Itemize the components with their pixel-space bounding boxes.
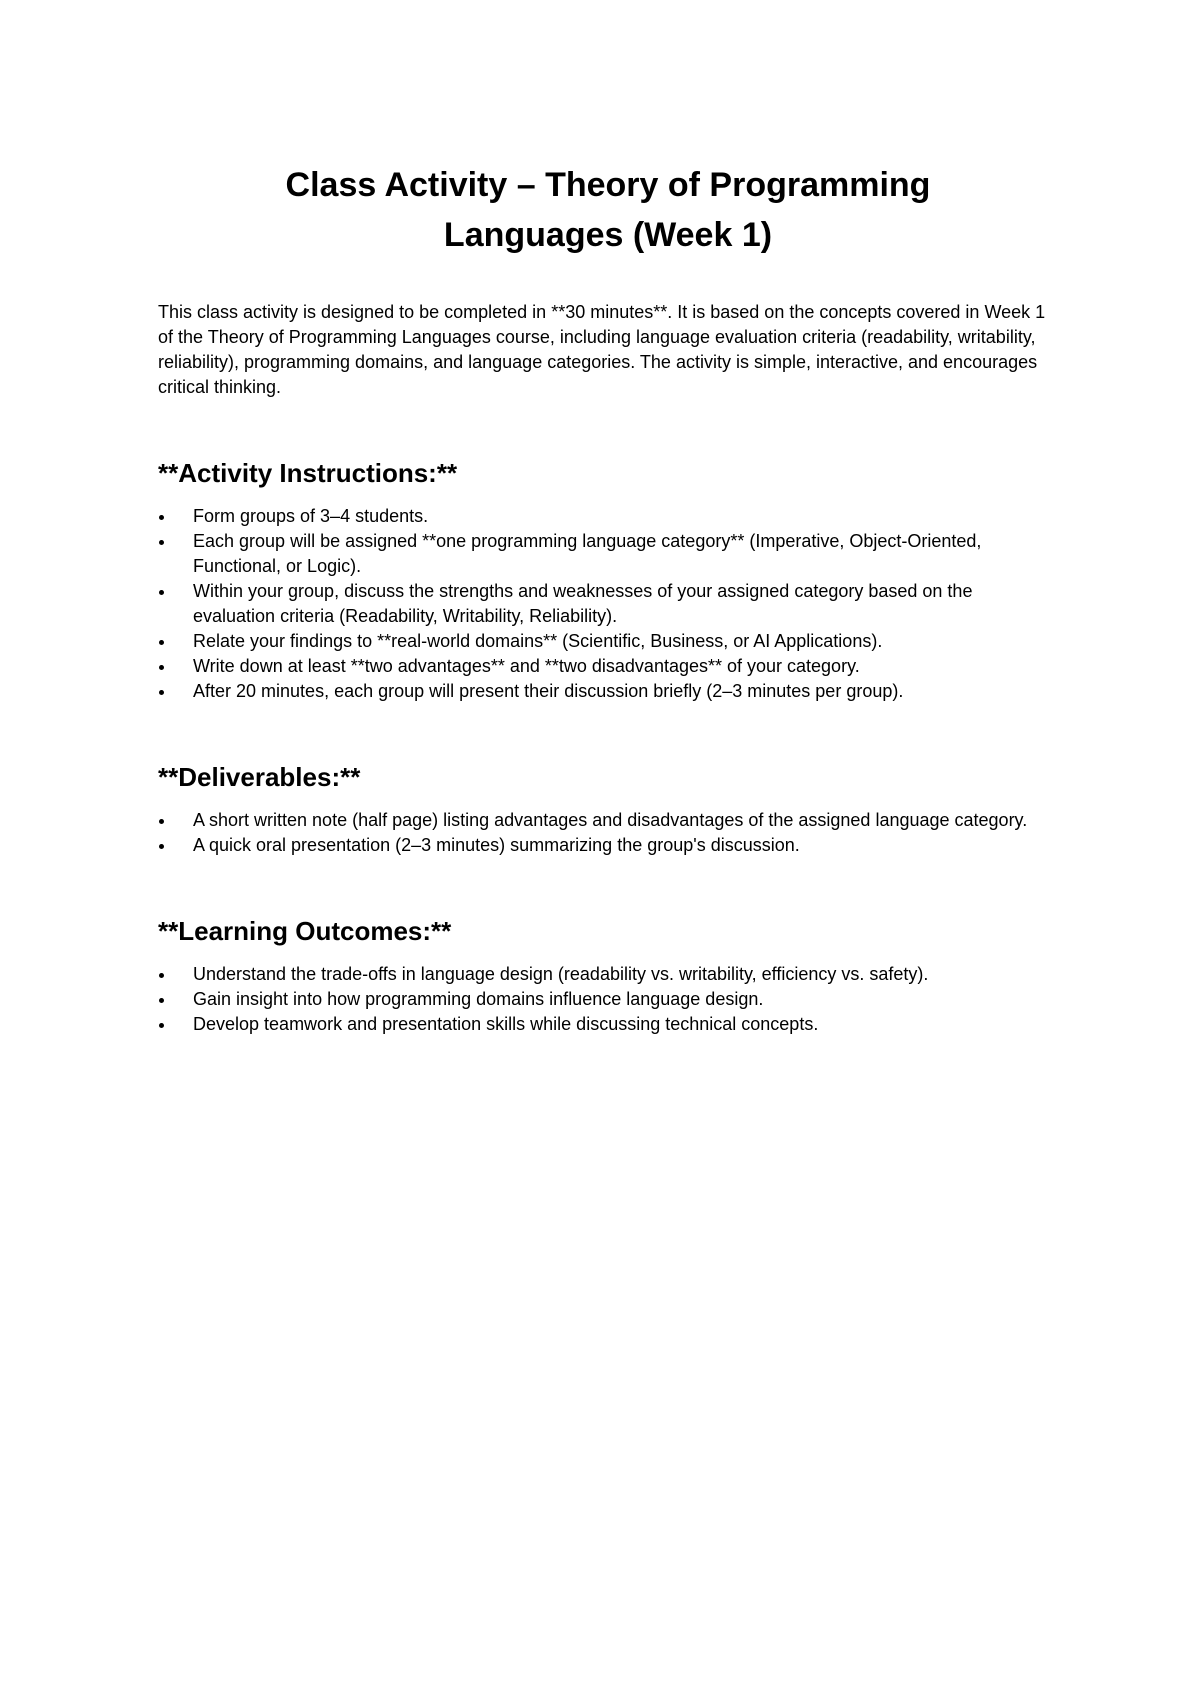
list-item bbox=[158, 579, 1058, 629]
section-heading-learning-outcomes: **Learning Outcomes:** bbox=[158, 916, 452, 946]
bullet-icon bbox=[159, 1023, 164, 1028]
list-item bbox=[158, 1012, 1058, 1037]
list-item bbox=[158, 679, 1058, 704]
learning-outcomes-list bbox=[158, 962, 1058, 1037]
list-item bbox=[158, 808, 1058, 833]
list-item-text: After 20 minutes, each group will present their discussion briefly (2–3 minutes per group). bbox=[193, 681, 904, 701]
list-item bbox=[158, 987, 1058, 1012]
list-item bbox=[158, 629, 1058, 654]
bullet-icon bbox=[159, 973, 164, 978]
bullet-icon bbox=[159, 844, 164, 849]
bullet-icon bbox=[159, 690, 164, 695]
list-item-text: Develop teamwork and presentation skills while discussing technical concepts. bbox=[193, 1014, 819, 1034]
document-content bbox=[158, 160, 1058, 1037]
list-item-text: Within your group, discuss the strengths and weaknesses of your assigned category based on the evaluation criteria (Readability, Writability, Reliability). bbox=[193, 581, 973, 626]
bullet-icon bbox=[159, 515, 164, 520]
list-item-text: A quick oral presentation (2–3 minutes) summarizing the group's discussion. bbox=[193, 835, 800, 855]
intro-paragraph: This class activity is designed to be completed in **30 minutes**. It is based on the concepts covered in Week 1 of the Theory of Programming Languages course, including language evaluation criteria (readability, writability, reliability), programming domains, and language categories. The activity is simple, interactive, and encourages critical thinking. bbox=[158, 302, 1046, 397]
list-item-text: Write down at least **two advantages** and **two disadvantages** of your category. bbox=[193, 656, 860, 676]
deliverables-list bbox=[158, 808, 1058, 858]
bullet-icon bbox=[159, 819, 164, 824]
section-heading-deliverables: **Deliverables:** bbox=[158, 762, 361, 792]
document-title bbox=[158, 160, 1058, 260]
list-item-text: Understand the trade-offs in language design (readability vs. writability, efficiency vs. safety). bbox=[193, 964, 929, 984]
list-item-text: Each group will be assigned **one programming language category** (Imperative, Object-Oriented, Functional, or Logic). bbox=[193, 531, 982, 576]
title-line-1: Class Activity – Theory of Programming bbox=[285, 166, 931, 204]
list-item-text: Form groups of 3–4 students. bbox=[193, 506, 429, 526]
bullet-icon bbox=[159, 540, 164, 545]
bullet-icon bbox=[159, 640, 164, 645]
list-item bbox=[158, 833, 1058, 858]
activity-instructions-list bbox=[158, 504, 1058, 704]
title-line-2: Languages (Week 1) bbox=[443, 216, 773, 254]
list-item-text: Relate your findings to **real-world domains** (Scientific, Business, or AI Applications). bbox=[193, 631, 883, 651]
list-item bbox=[158, 962, 1058, 987]
list-item bbox=[158, 504, 1058, 529]
list-item-text: Gain insight into how programming domains influence language design. bbox=[193, 989, 764, 1009]
section-heading-activity-instructions: **Activity Instructions:** bbox=[158, 458, 458, 488]
list-item bbox=[158, 529, 1058, 579]
bullet-icon bbox=[159, 998, 164, 1003]
list-item-text: A short written note (half page) listing advantages and disadvantages of the assigned language category. bbox=[193, 810, 1028, 830]
bullet-icon bbox=[159, 665, 164, 670]
bullet-icon bbox=[159, 590, 164, 595]
list-item bbox=[158, 654, 1058, 679]
